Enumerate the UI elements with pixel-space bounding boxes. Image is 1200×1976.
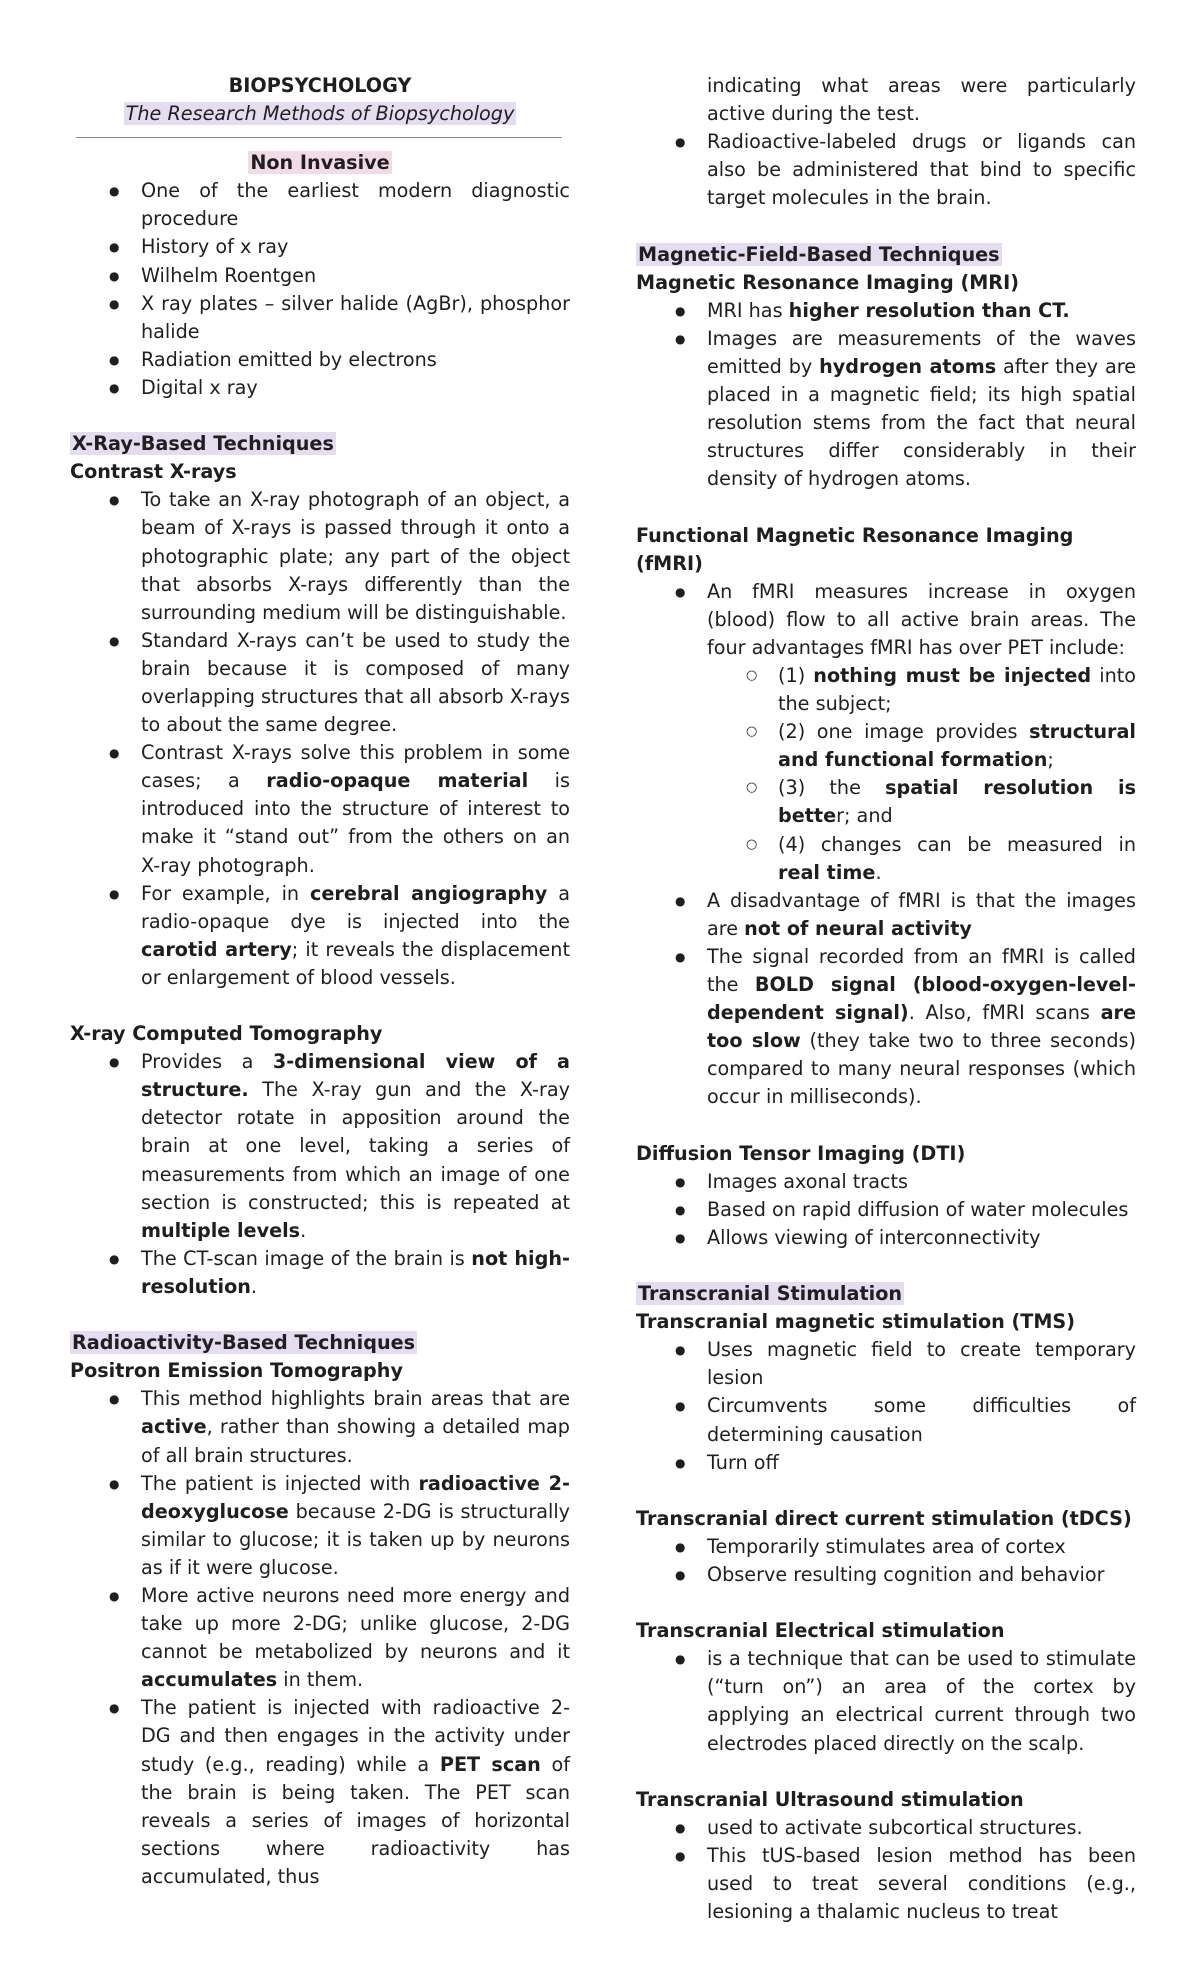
section-heading-magnetic: Magnetic-Field-Based Techniques [638, 242, 1000, 266]
list-item: ● The CT-scan image of the brain is not high-resolution. [70, 1245, 570, 1301]
list-item: ● Contrast X-rays solve this problem in some cases; a radio-opaque material is introduced into the structure of interest to make it “stand out” from the others on an X-ray photograph. [70, 739, 570, 879]
page-title: BIOPSYCHOLOGY [228, 74, 412, 97]
list-item: ● Radioactive-labeled drugs or ligands can also be administered that bind to specific target molecules in the brain. [636, 128, 1136, 212]
left-column [70, 72, 570, 1891]
list-item: ● Circumvents some difficulties of determining causation [636, 1392, 1136, 1448]
ct-list [70, 1048, 570, 1301]
non-invasive-list [70, 177, 570, 402]
list-item: ● Based on rapid diffusion of water molecules [636, 1196, 1136, 1224]
list-item: ● The patient is injected with radioactive 2-deoxyglucose because 2-DG is structurally similar to glucose; it is taken up by neurons as if it were glucose. [70, 1470, 570, 1582]
subheading-dti: Diffusion Tensor Imaging (DTI) [636, 1141, 966, 1165]
section-heading-radioactivity: Radioactivity-Based Techniques [72, 1331, 416, 1355]
right-column [636, 72, 1136, 1926]
list-item: ● Provides a 3-dimensional view of a structure. The X-ray gun and the X-ray detector rotate in apposition around the brain at one level, taking a series of measurements from which an image of one section is constructed; this is repeated at multiple levels. [70, 1048, 570, 1245]
section-heading-xray: X-Ray-Based Techniques [72, 432, 334, 456]
sub-list-item: ○ (3) the spatial resolution is better; and [707, 774, 1136, 830]
list-item: ● Uses magnetic field to create temporary lesion [636, 1336, 1136, 1392]
list-item: ● To take an X-ray photograph of an object, a beam of X-rays is passed through it onto a photographic plate; any part of the object that absorbs X-rays differently than the surrounding medium will be distinguishable. [70, 486, 570, 626]
section-heading-transcranial: Transcranial Stimulation [638, 1282, 903, 1306]
tes-list [636, 1645, 1136, 1757]
sub-list-item: ○ (4) changes can be measured in real time. [707, 831, 1136, 887]
list-item: ● Images are measurements of the waves emitted by hydrogen atoms after they are placed in a magnetic field; its high spatial resolution stems from the fact that neural structures differ considerably in their density of hydrogen atoms. [636, 325, 1136, 494]
title-divider [76, 137, 562, 138]
tus-list [636, 1814, 1136, 1926]
list-item: ● Images axonal tracts [636, 1168, 1136, 1196]
list-item: ● This tUS-based lesion method has been used to treat several conditions (e.g., lesioning a thalamic nucleus to treat [636, 1842, 1136, 1926]
list-item: ● One of the earliest modern diagnostic procedure [70, 177, 570, 233]
list-item: ● The signal recorded from an fMRI is called the BOLD signal (blood-oxygen-level-dependent signal). Also, fMRI scans are too slow (they take two to three seconds) compared to many neural responses (which occur in milliseconds). [636, 943, 1136, 1112]
list-item: ● Allows viewing of interconnectivity [636, 1224, 1136, 1252]
subheading-tus: Transcranial Ultrasound stimulation [636, 1787, 1024, 1811]
subheading-ct: X-ray Computed Tomography [70, 1022, 383, 1046]
fmri-advantages-list [707, 662, 1136, 887]
list-item: ● The patient is injected with radioactive 2-DG and then engages in the activity under study (e.g., reading) while a PET scan of the brain is being taken. The PET scan reveals a series of images of horizontal sections where radioactivity has accumulated, thus [70, 1694, 570, 1891]
contrast-xray-list [70, 486, 570, 992]
subheading-fmri: Functional Magnetic Resonance Imaging (fMRI) [636, 523, 1074, 575]
tdcs-list [636, 1533, 1136, 1589]
pet-continued-list [636, 72, 1136, 212]
tms-list [636, 1336, 1136, 1476]
list-item: ● MRI has higher resolution than CT. [636, 297, 1136, 325]
subheading-tes: Transcranial Electrical stimulation [636, 1619, 1005, 1643]
page-subtitle: The Research Methods of Biopsychology [125, 102, 515, 126]
list-item: ● Standard X-rays can’t be used to study the brain because it is composed of many overlapping structures that all absorb X-rays to about the same degree. [70, 627, 570, 739]
list-item: ● is a technique that can be used to stimulate (“turn on”) an area of the cortex by applying an electrical current through two electrodes placed directly on the scalp. [636, 1645, 1136, 1757]
list-item: ● Radiation emitted by electrons [70, 346, 570, 374]
sub-list-item: ○ (1) nothing must be injected into the subject; [707, 662, 1136, 718]
pet-list [70, 1385, 570, 1891]
list-item-continued: indicating what areas were particularly active during the test. [707, 74, 1136, 126]
list-item: ● More active neurons need more energy and take up more 2-DG; unlike glucose, 2-DG cannot be metabolized by neurons and it accumulates in them. [70, 1582, 570, 1694]
list-item: ● Observe resulting cognition and behavior [636, 1561, 1136, 1589]
list-item: ● An fMRI measures increase in oxygen (blood) flow to all active brain areas. The four advantages fMRI has over PET include: ○ (1) nothing must be injected into the subject; ○ (2) one image provides structural and functional formation; ○ (3) the spatial resolution is better; and ○ (4) changes can be measured in real time. [636, 578, 1136, 887]
fmri-list [636, 578, 1136, 1112]
subheading-contrast-xrays: Contrast X-rays [70, 460, 237, 484]
list-item: ● A disadvantage of fMRI is that the images are not of neural activity [636, 887, 1136, 943]
list-item: ● History of x ray [70, 233, 570, 261]
list-item: ● Turn off [636, 1449, 1136, 1477]
list-item: ● used to activate subcortical structures. [636, 1814, 1136, 1842]
list-item: ● Wilhelm Roentgen [70, 262, 570, 290]
list-item: ● This method highlights brain areas that are active, rather than showing a detailed map of all brain structures. [70, 1385, 570, 1469]
dti-list [636, 1168, 1136, 1252]
list-item: ● X ray plates – silver halide (AgBr), phosphor halide [70, 290, 570, 346]
subheading-mri: Magnetic Resonance Imaging (MRI) [636, 270, 1019, 294]
subheading-pet: Positron Emission Tomography [70, 1359, 403, 1383]
subheading-tms: Transcranial magnetic stimulation (TMS) [636, 1310, 1076, 1334]
section-heading-non-invasive: Non Invasive [250, 151, 390, 175]
sub-list-item: ○ (2) one image provides structural and functional formation; [707, 718, 1136, 774]
list-item: ● Temporarily stimulates area of cortex [636, 1533, 1136, 1561]
list-item: ● Digital x ray [70, 374, 570, 402]
subheading-tdcs: Transcranial direct current stimulation (tDCS) [636, 1506, 1132, 1530]
list-item: ● For example, in cerebral angiography a radio-opaque dye is injected into the carotid artery; it reveals the displacement or enlargement of blood vessels. [70, 880, 570, 992]
mri-list [636, 297, 1136, 494]
